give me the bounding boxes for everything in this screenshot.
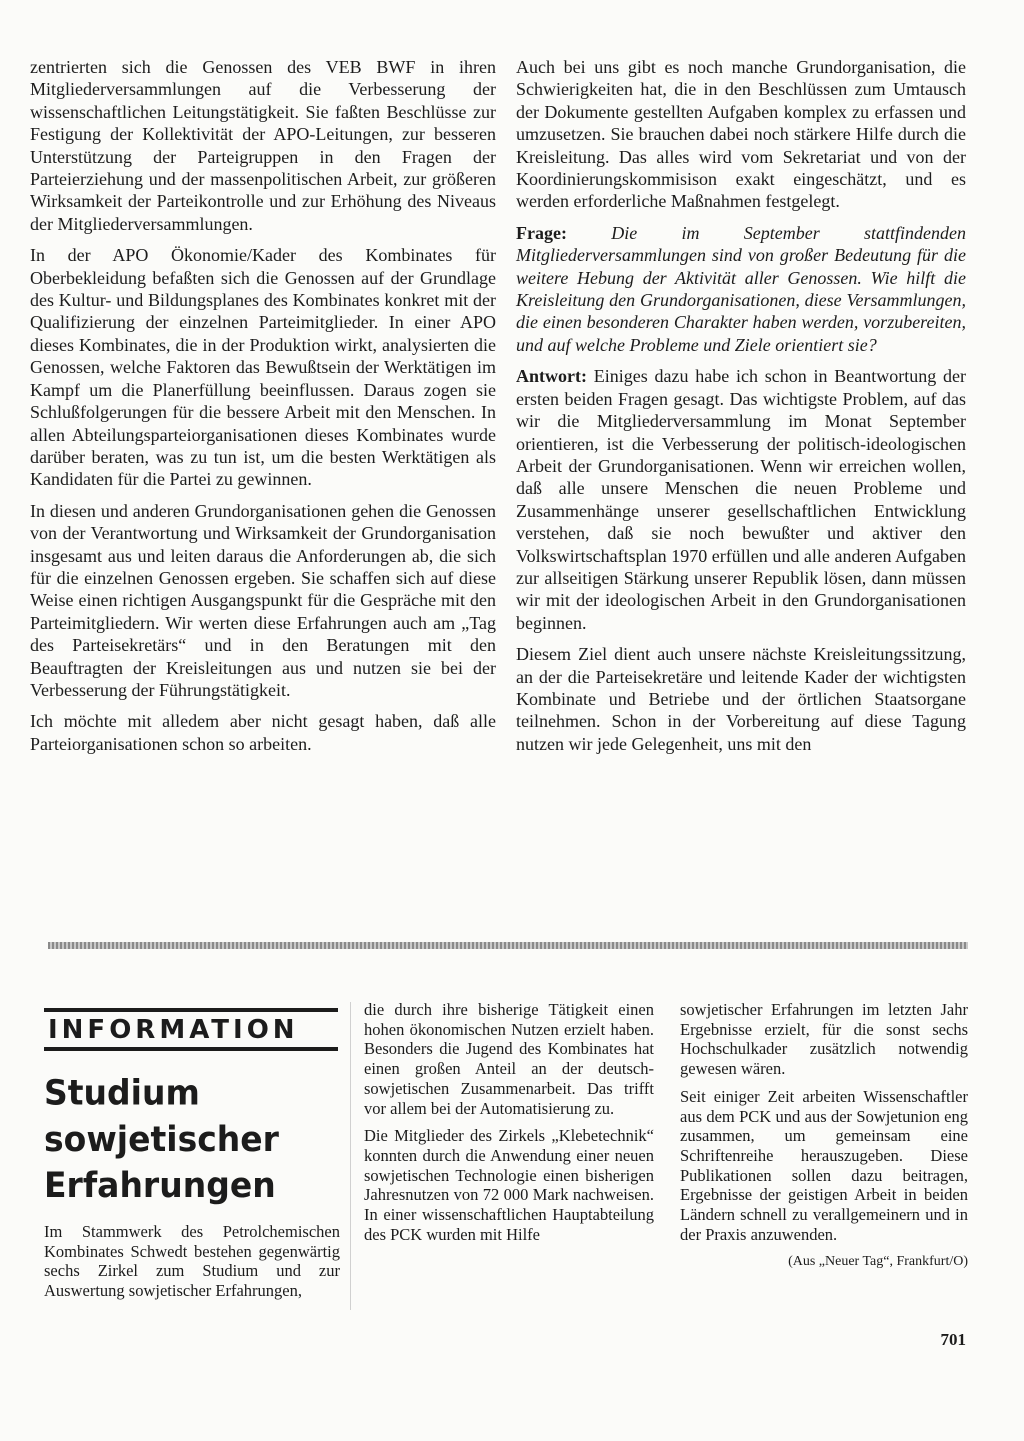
- paragraph: Auch bei uns gibt es noch manche Grundorganisation, die Schwierigkeiten hat, die in den Beschlüssen zum Umtausch der Dokumente gestellten Aufgaben komplex zu erfassen und umzusetzen. Sie brauchen dabei noch stärkere Hilfe durch die Kreisleitung. Das alles wird vom Sekretariat und von der Koordinierungskommisison exakt eingeschätzt, und es werden erforderliche Maßnahmen festgelegt.: [516, 57, 966, 212]
- answer-text: Einiges dazu habe ich schon in Beantwortung der ersten beiden Fragen gesagt. Das wichtigste Problem, auf das wir die Mitgliederversammlung im Monat September orientieren, ist die Verbesserung der politisch-ideologischen Arbeit der Grundorganisationen. Wenn wir erreichen wollen, daß alle unsere Menschen die neuen Probleme und Zusammenhänge unserer gesellschaftlichen Entwicklung verstehen, daß sie noch bewußter und aktiver den Volkswirtschaftsplan 1970 erfüllen und alle anderen Aufgaben zur allseitigen Stärkung unserer Republik lösen, dann müssen wir mit der ideologischen Arbeit in den Grundorganisationen beginnen.: [516, 366, 966, 633]
- paragraph: zentrierten sich die Genossen des VEB BWF in ihren Mitgliederversammlungen auf die Verbesserung der wissenschaftlichen Leitungstätigkeit. Sie faßten Beschlüsse zur Festigung der Kollektivität der APO-Leitungen, zur besseren Unterstützung der Parteigruppen in den Fragen der Parteierziehung und der massenpolitischen Arbeit, zur größeren Wirksamkeit der Parteikontrolle und zur Erhöhung des Niveaus der Mitgliederversammlungen.: [30, 57, 496, 234]
- page-number: 701: [940, 1330, 966, 1349]
- headline-line: sowjetischer: [44, 1118, 279, 1160]
- paragraph: sowjetischer Erfahrungen im letzten Jahr Ergebnisse erzielt, für die sonst sechs Hochschulkader zusätzlich notwendig gewesen wären.: [680, 1000, 968, 1079]
- paragraph: Seit einiger Zeit arbeiten Wissenschaftler aus dem PCK und aus der Sowjetunion eng zusammen, um gemeinsam eine Schriftenreihe herauszugeben. Diese Publikationen sollen dazu beitragen, Ergebnisse der geistigen Arbeit in beiden Ländern schnell zu verallgemeinern und in der Praxis anzuwenden.: [680, 1086, 968, 1244]
- article-column-left: [30, 56, 496, 764]
- headline-line: Studium: [44, 1072, 200, 1114]
- info-column-1: [44, 1222, 340, 1309]
- info-column-3: [680, 1000, 968, 1280]
- paragraph: die durch ihre bisherige Tätigkeit einen hohen ökonomischen Nutzen erzielt haben. Besonders die Jugend des Kombinates hat einen großen Anteil an der deutsch-sowjetischen Zusammenarbeit. Das trifft vor allem bei der Automatisierung zu.: [364, 1000, 654, 1118]
- section-divider: [48, 942, 968, 949]
- question-text: Die im September stattfindenden Mitgliederversammlungen sind von großer Bedeutung für die weitere Hebung der Aktivität aller Genossen. Wie hilft die Kreisleitung den Grundorganisationen, diese Versammlungen, die einen besonderen Charakter haben werden, vorzubereiten, und auf welche Probleme und Ziele orientiert sie?: [516, 222, 967, 355]
- source-citation: (Aus „Neuer Tag“, Frankfurt/O): [788, 1254, 968, 1270]
- paragraph: Im Stammwerk des Petrolchemischen Kombinates Schwedt bestehen gegenwärtig sechs Zirkel zum Studium und zur Auswertung sowjetischer Erfahrungen,: [44, 1222, 340, 1301]
- information-box: [44, 1008, 338, 1051]
- paragraph: In diesen und anderen Grundorganisationen gehen die Genossen von der Verantwortung und Wirksamkeit der Grundorganisation insgesamt aus und leiten daraus die Anforderungen ab, die sich für die einzelnen Genossen ergeben. Sie schaffen sich auf diese Weise einen richtigen Ausgangspunkt für die Gespräche mit den Parteimitgliedern. Wir werten diese Erfahrungen auch am „Tag des Parteisekretärs“ und in den Beratungen mit den Beauftragten der Kreisleitungen aus und nutzen sie bei der Verbesserung der Führungstätigkeit.: [30, 500, 496, 700]
- info-column-2: [364, 1000, 654, 1252]
- answer-label: Antwort:: [516, 366, 587, 387]
- column-divider: [350, 1002, 351, 1310]
- paragraph: Diesem Ziel dient auch unsere nächste Kreisleitungssitzung, an der die Parteisekretäre und leitende Kader der wichtigsten Kombinate und Betriebe und der örtlichen Staatsorgane teilnehmen. Schon in der Vorbereitung auf diese Tagung nutzen wir jede Gelegenheit, uns mit den: [516, 644, 966, 754]
- paragraph: Ich möchte mit alledem aber nicht gesagt haben, daß alle Parteiorganisationen schon so arbeiten.: [30, 711, 496, 754]
- article-column-right: [516, 56, 966, 764]
- info-headline: [44, 1070, 344, 1209]
- paragraph: In der APO Ökonomie/Kader des Kombinates für Oberbekleidung befaßten sich die Genossen auf der Grundlage des Kultur- und Bildungsplanes des Kombinates konkret mit der Qualifizierung der einzelnen Parteimitglieder. In einer APO dieses Kombinates, die in der Produktion wirkt, analysierten die Genossen, welche Faktoren das Bewußtsein der Werktätigen im Kampf um die Planerfüllung beeinflussen. Daraus zogen sie Schlußfolgerungen für die bessere Arbeit mit den Menschen. In allen Abteilungsparteiorganisationen dieses Kombinates wurde darüber beraten, was zu tun ist, um die besten Werktätigen als Kandidaten für die Partei zu gewinnen.: [30, 245, 496, 490]
- paragraph: Die Mitglieder des Zirkels „Klebetechnik“ konnten durch die Anwendung einer neuen sowjetischen Technologie einen bisherigen Jahresnutzen von 72 000 Mark nachweisen. In einer wissenschaftlichen Hauptabteilung des PCK wurden mit Hilfe: [364, 1126, 654, 1244]
- answer-paragraph: [516, 365, 966, 634]
- headline-line: Erfahrungen: [44, 1164, 276, 1206]
- question-label: Frage:: [516, 222, 567, 243]
- information-label: INFORMATION: [44, 1008, 338, 1051]
- question-paragraph: [516, 222, 966, 356]
